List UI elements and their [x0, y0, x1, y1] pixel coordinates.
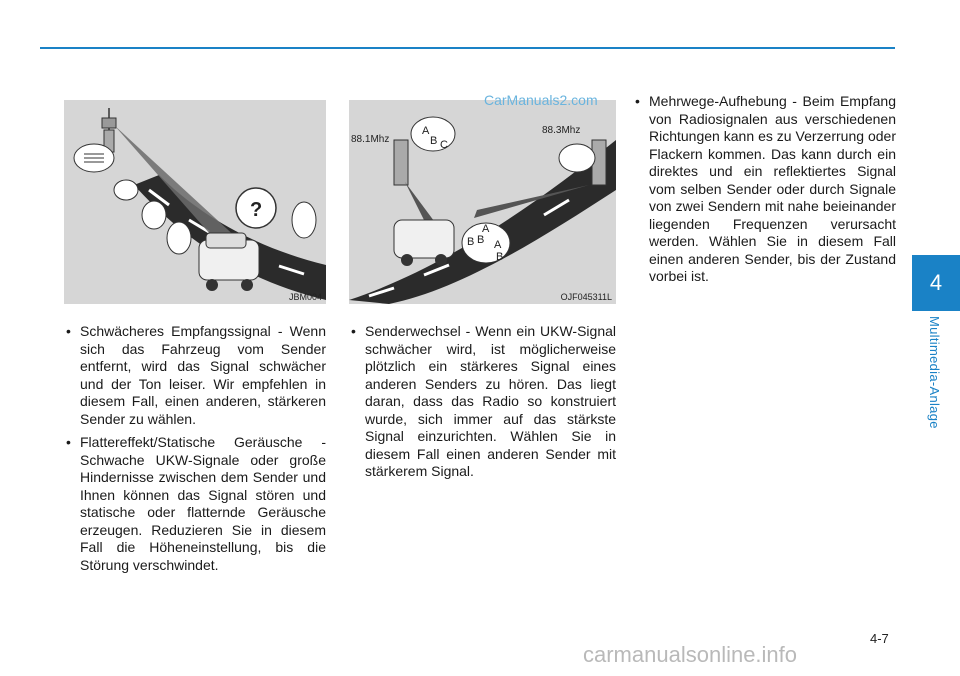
- page-number: 4-7: [870, 631, 889, 646]
- question-mark: ?: [250, 199, 263, 221]
- svg-text:A: A: [494, 239, 502, 251]
- svg-text:A: A: [482, 223, 490, 235]
- figure-code: OJF045311L: [560, 292, 612, 302]
- bullet-flutter-static: • Flattereffekt/Statische Geräusche - Schwache UKW-Signale oder große Hindernisse zwischen dem Sender und Ihnen können das Signal stören und statische oder flatternde Geräusche erzeugen. Reduzieren Sie in diesem Fall die Höheneinstellung, bis die Störung verschwindet.: [64, 434, 326, 574]
- bullet-multipath: • Mehrwege-Aufhebung - Beim Empfang von Radiosignalen aus verschiedenen Richtungen kann es zu Verzerrung oder Flackern kommen. Das kann durch ein direktes und ein reflektiertes Signal vom selben Sender oder durch Signale von zwei Sendern mit nahe beieinander liegenden Frequenzen verursacht werden. Wählen Sie in diesem Fall einen anderen Sender, bis der Zustand vorbei ist.: [633, 93, 896, 286]
- watermark-top: CarManuals2.com: [484, 92, 598, 108]
- column-1: [64, 323, 326, 580]
- header-rule: [40, 47, 895, 49]
- bullet-weak-signal: • Schwächeres Empfangssignal - Wenn sich das Fahrzeug vom Sender entfernt, wird das Signal schwächer und der Ton leiser. Wir empfehlen in diesem Fall, einen anderen, stärkeren Sender zu wählen.: [64, 323, 326, 428]
- chapter-tab: 4: [912, 255, 960, 311]
- frequency-left: 88.1Mhz: [351, 134, 390, 145]
- weak-signal-illustration: [64, 100, 326, 304]
- bullet-station-switch: • Senderwechsel - Wenn ein UKW-Signal schwächer wird, ist möglicherweise plötzlich ein stärkeres Signal eines anderen Senders zu hören. Das liegt daran, dass das Radio so konstruiert wurde, sich immer auf das stärkste Signal einzurichten. Wählen Sie in diesem Fall einen anderen Sender mit stärkerem Signal.: [349, 323, 616, 481]
- svg-text:A: A: [422, 125, 430, 137]
- figure-code: JBM004: [288, 292, 322, 302]
- figure-station-switch: [349, 100, 616, 304]
- svg-text:B: B: [477, 234, 485, 246]
- svg-text:B: B: [496, 251, 504, 263]
- watermark-bottom: carmanualsonline.info: [583, 642, 798, 667]
- column-3: [633, 93, 896, 292]
- svg-text:C: C: [440, 139, 448, 151]
- frequency-right: 88.3Mhz: [542, 125, 581, 136]
- column-2: [349, 323, 616, 487]
- svg-text:B: B: [430, 135, 438, 147]
- tower-left-icon: [394, 140, 408, 185]
- chapter-title: Multimedia-Anlage: [927, 316, 942, 429]
- figure-weak-signal: [64, 100, 326, 304]
- station-switch-illustration: [349, 100, 616, 304]
- svg-text:B: B: [467, 236, 475, 248]
